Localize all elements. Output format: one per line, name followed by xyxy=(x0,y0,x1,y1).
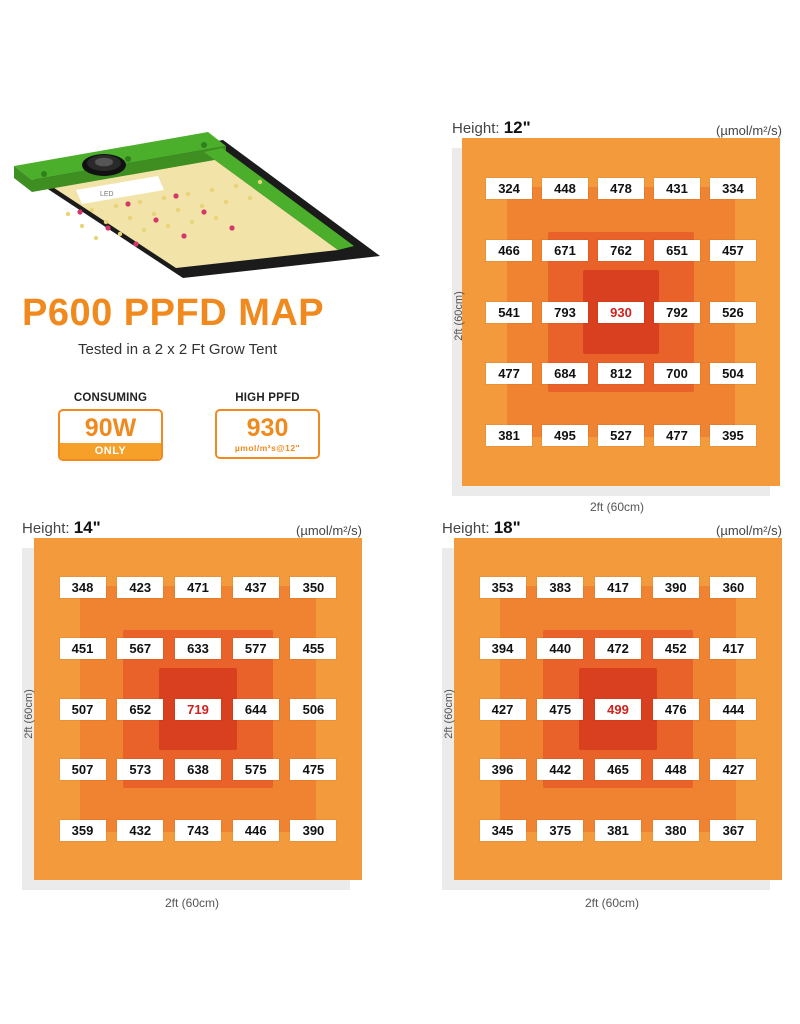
height-value-12in: 12" xyxy=(503,118,531,137)
ppfd-cell xyxy=(589,679,647,740)
map-body-18in xyxy=(442,538,782,910)
ppfd-value: 527 xyxy=(598,425,644,446)
stat-high-ppfd-value: 930 xyxy=(246,414,289,442)
ppfd-cell xyxy=(481,405,537,467)
ppfd-cell xyxy=(227,618,285,679)
map-body-14in xyxy=(22,538,362,910)
stat-consuming xyxy=(58,392,163,461)
ppfd-cell xyxy=(705,558,763,619)
ppfd-cell xyxy=(531,739,589,800)
ppfd-value: 432 xyxy=(117,820,163,841)
ppfd-value: 567 xyxy=(117,638,163,659)
ppfd-value: 431 xyxy=(654,178,700,199)
ppfd-cell xyxy=(54,618,112,679)
ppfd-cell xyxy=(647,739,705,800)
ppfd-cell xyxy=(649,157,705,219)
page-title: P600 PPFD MAP xyxy=(22,292,325,334)
stat-consuming-caption: CONSUMING xyxy=(73,392,148,404)
grow-light-illustration xyxy=(8,118,388,278)
ppfd-cell xyxy=(481,281,537,343)
ppfd-value: 573 xyxy=(117,759,163,780)
map-grid-12in xyxy=(462,138,780,486)
ppfd-value: 644 xyxy=(233,699,279,720)
ppfd-cell xyxy=(285,618,343,679)
ppfd-value: 417 xyxy=(710,638,756,659)
ppfd-value: 526 xyxy=(710,302,756,323)
ppfd-value: 345 xyxy=(480,820,526,841)
ppfd-value: 700 xyxy=(654,363,700,384)
stat-high-ppfd-caption: HIGH PPFD xyxy=(235,392,300,404)
ppfd-value: 651 xyxy=(654,240,700,261)
ppfd-value: 504 xyxy=(710,363,756,384)
ppfd-cell xyxy=(647,800,705,861)
ppfd-cell xyxy=(531,618,589,679)
ppfd-cell xyxy=(474,800,532,861)
svg-text:LED: LED xyxy=(100,191,114,198)
ppfd-cell xyxy=(531,558,589,619)
axis-x-18in: 2ft (60cm) xyxy=(584,896,639,910)
ppfd-value: 476 xyxy=(653,699,699,720)
unit-label-18in: (µmol/m²/s) xyxy=(716,523,782,538)
ppfd-cell xyxy=(649,405,705,467)
ppfd-cell xyxy=(537,157,593,219)
map-grid-18in xyxy=(454,538,782,880)
ppfd-map-12in xyxy=(452,112,782,514)
ppfd-value: 507 xyxy=(60,759,106,780)
ppfd-map-14in xyxy=(22,512,362,910)
ppfd-value: 423 xyxy=(117,577,163,598)
stat-consuming-value: 90W xyxy=(84,414,137,442)
ppfd-value: 455 xyxy=(290,638,336,659)
height-label-14in xyxy=(22,518,101,538)
hero-section xyxy=(0,0,430,500)
ppfd-value: 466 xyxy=(486,240,532,261)
ppfd-value: 577 xyxy=(233,638,279,659)
ppfd-value: 446 xyxy=(233,820,279,841)
unit-label-12in: (µmol/m²/s) xyxy=(716,123,782,138)
ppfd-value: 638 xyxy=(175,759,221,780)
ppfd-cell xyxy=(649,343,705,405)
ppfd-cell xyxy=(593,343,649,405)
ppfd-cell xyxy=(593,157,649,219)
ppfd-peak-value: 930 xyxy=(598,302,644,323)
ppfd-cell xyxy=(647,679,705,740)
ppfd-cell xyxy=(227,558,285,619)
ppfd-cell xyxy=(649,281,705,343)
ppfd-cell xyxy=(111,800,169,861)
ppfd-cell xyxy=(54,679,112,740)
ppfd-cell xyxy=(589,618,647,679)
ppfd-cell xyxy=(285,739,343,800)
ppfd-value: 396 xyxy=(480,759,526,780)
stat-high-ppfd-box xyxy=(215,409,320,459)
ppfd-cell xyxy=(531,679,589,740)
ppfd-value: 437 xyxy=(233,577,279,598)
ppfd-value: 390 xyxy=(653,577,699,598)
height-label-18in xyxy=(442,518,521,538)
ppfd-value: 471 xyxy=(175,577,221,598)
ppfd-cell xyxy=(705,343,761,405)
page-subtitle: Tested in a 2 x 2 Ft Grow Tent xyxy=(78,341,277,358)
ppfd-cell xyxy=(537,405,593,467)
ppfd-value: 383 xyxy=(537,577,583,598)
ppfd-cell xyxy=(169,679,227,740)
ppfd-cell xyxy=(111,739,169,800)
ppfd-value: 381 xyxy=(486,425,532,446)
stat-high-ppfd-footnote: µmol/m²s@12" xyxy=(217,443,318,457)
ppfd-value: 451 xyxy=(60,638,106,659)
ppfd-cell xyxy=(705,739,763,800)
ppfd-cell xyxy=(481,219,537,281)
ppfd-value: 475 xyxy=(290,759,336,780)
ppfd-cell xyxy=(705,281,761,343)
ppfd-value: 452 xyxy=(653,638,699,659)
value-grid-14in xyxy=(34,538,362,880)
ppfd-cell xyxy=(593,405,649,467)
map-header-14in xyxy=(22,512,362,538)
ppfd-value: 381 xyxy=(595,820,641,841)
ppfd-map-18in xyxy=(442,512,782,910)
ppfd-value: 477 xyxy=(654,425,700,446)
ppfd-value: 324 xyxy=(486,178,532,199)
ppfd-cell xyxy=(705,157,761,219)
ppfd-value: 475 xyxy=(537,699,583,720)
stat-consuming-footnote: ONLY xyxy=(60,443,161,459)
ppfd-cell xyxy=(705,618,763,679)
ppfd-cell xyxy=(169,739,227,800)
axis-x-12in: 2ft (60cm) xyxy=(589,500,644,514)
value-grid-12in xyxy=(462,138,780,486)
ppfd-value: 762 xyxy=(598,240,644,261)
map-header-12in xyxy=(452,112,782,138)
ppfd-cell xyxy=(593,281,649,343)
ppfd-value: 812 xyxy=(598,363,644,384)
ppfd-value: 427 xyxy=(710,759,756,780)
ppfd-value: 444 xyxy=(710,699,756,720)
axis-y-18in: 2ft (60cm) xyxy=(442,689,455,739)
ppfd-value: 348 xyxy=(60,577,106,598)
axis-y-14in: 2ft (60cm) xyxy=(22,689,35,739)
height-prefix-14in: Height: xyxy=(22,520,70,537)
ppfd-cell xyxy=(537,281,593,343)
ppfd-value: 395 xyxy=(710,425,756,446)
axis-x-14in: 2ft (60cm) xyxy=(164,896,219,910)
axis-y-12in: 2ft (60cm) xyxy=(452,291,465,341)
ppfd-cell xyxy=(474,679,532,740)
ppfd-cell xyxy=(227,800,285,861)
stat-consuming-box xyxy=(58,409,163,461)
ppfd-cell xyxy=(111,558,169,619)
ppfd-value: 478 xyxy=(598,178,644,199)
ppfd-cell xyxy=(227,739,285,800)
ppfd-value: 633 xyxy=(175,638,221,659)
ppfd-value: 334 xyxy=(710,178,756,199)
ppfd-cell xyxy=(589,558,647,619)
ppfd-cell xyxy=(537,343,593,405)
ppfd-cell xyxy=(481,343,537,405)
ppfd-value: 427 xyxy=(480,699,526,720)
ppfd-value: 394 xyxy=(480,638,526,659)
ppfd-cell xyxy=(54,800,112,861)
ppfd-value: 360 xyxy=(710,577,756,598)
ppfd-value: 359 xyxy=(60,820,106,841)
ppfd-peak-value: 719 xyxy=(175,699,221,720)
height-prefix-18in: Height: xyxy=(442,520,490,537)
map-grid-14in xyxy=(34,538,362,880)
ppfd-cell xyxy=(593,219,649,281)
ppfd-value: 448 xyxy=(542,178,588,199)
ppfd-peak-value: 499 xyxy=(595,699,641,720)
ppfd-cell xyxy=(111,618,169,679)
ppfd-value: 671 xyxy=(542,240,588,261)
ppfd-value: 507 xyxy=(60,699,106,720)
ppfd-cell xyxy=(474,739,532,800)
ppfd-cell xyxy=(589,739,647,800)
ppfd-cell xyxy=(285,558,343,619)
map-body-12in xyxy=(452,138,782,514)
ppfd-cell xyxy=(705,405,761,467)
stat-high-ppfd xyxy=(215,392,320,459)
ppfd-value: 477 xyxy=(486,363,532,384)
ppfd-cell xyxy=(705,219,761,281)
height-prefix-12in: Height: xyxy=(452,120,500,137)
ppfd-value: 367 xyxy=(710,820,756,841)
ppfd-value: 495 xyxy=(542,425,588,446)
ppfd-cell xyxy=(537,219,593,281)
ppfd-value: 792 xyxy=(654,302,700,323)
ppfd-cell xyxy=(705,679,763,740)
height-label-12in xyxy=(452,118,531,138)
ppfd-value: 448 xyxy=(653,759,699,780)
ppfd-cell xyxy=(169,558,227,619)
ppfd-cell xyxy=(531,800,589,861)
ppfd-cell xyxy=(589,800,647,861)
unit-label-14in: (µmol/m²/s) xyxy=(296,523,362,538)
ppfd-value: 440 xyxy=(537,638,583,659)
ppfd-cell xyxy=(649,219,705,281)
ppfd-value: 457 xyxy=(710,240,756,261)
ppfd-cell xyxy=(111,679,169,740)
ppfd-cell xyxy=(169,800,227,861)
ppfd-cell xyxy=(169,618,227,679)
ppfd-value: 652 xyxy=(117,699,163,720)
ppfd-cell xyxy=(54,739,112,800)
ppfd-value: 575 xyxy=(233,759,279,780)
ppfd-value: 442 xyxy=(537,759,583,780)
ppfd-cell xyxy=(705,800,763,861)
ppfd-value: 390 xyxy=(290,820,336,841)
ppfd-value: 380 xyxy=(653,820,699,841)
ppfd-cell xyxy=(54,558,112,619)
ppfd-value: 684 xyxy=(542,363,588,384)
value-grid-18in xyxy=(454,538,782,880)
ppfd-value: 465 xyxy=(595,759,641,780)
height-value-14in: 14" xyxy=(73,518,101,537)
ppfd-value: 375 xyxy=(537,820,583,841)
ppfd-cell xyxy=(227,679,285,740)
ppfd-value: 793 xyxy=(542,302,588,323)
ppfd-value: 353 xyxy=(480,577,526,598)
ppfd-value: 472 xyxy=(595,638,641,659)
ppfd-cell xyxy=(481,157,537,219)
ppfd-cell xyxy=(474,558,532,619)
map-header-18in xyxy=(442,512,782,538)
ppfd-cell xyxy=(285,800,343,861)
ppfd-value: 417 xyxy=(595,577,641,598)
ppfd-cell xyxy=(647,618,705,679)
ppfd-cell xyxy=(647,558,705,619)
ppfd-cell xyxy=(474,618,532,679)
height-value-18in: 18" xyxy=(493,518,521,537)
ppfd-cell xyxy=(285,679,343,740)
ppfd-value: 743 xyxy=(175,820,221,841)
ppfd-value: 506 xyxy=(290,699,336,720)
ppfd-value: 541 xyxy=(486,302,532,323)
ppfd-value: 350 xyxy=(290,577,336,598)
